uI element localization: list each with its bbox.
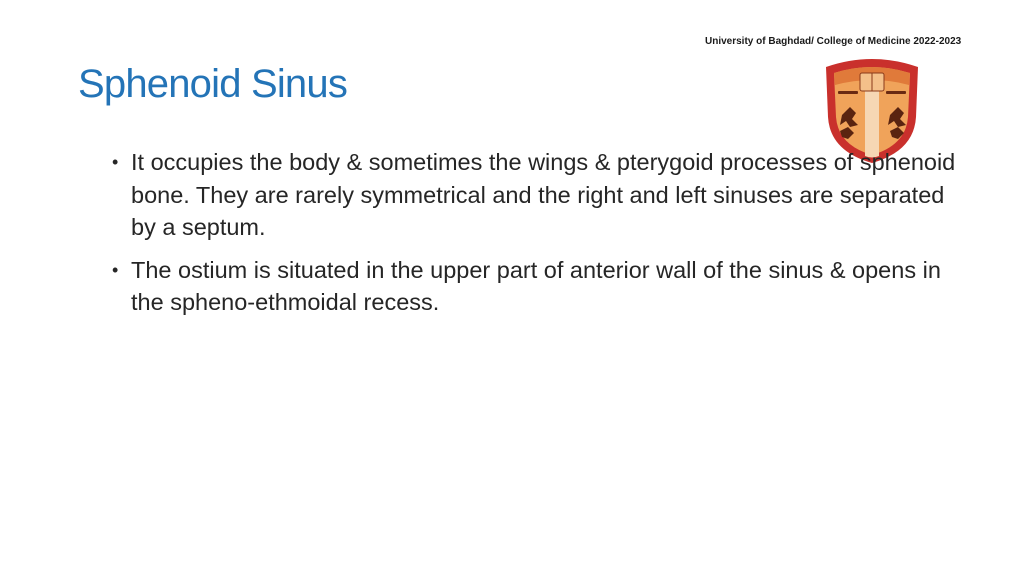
bullet-text: It occupies the body & sometimes the wings & pterygoid processes of sphenoid bone. They are rarely symmetrical and the right and left sinuses are separated by a septum. — [131, 149, 956, 240]
bullet-icon: • — [112, 152, 119, 172]
slide-title: Sphenoid Sinus — [78, 62, 348, 106]
bullet-list — [110, 146, 970, 329]
list-item — [110, 146, 970, 244]
bullet-text: The ostium is situated in the upper part of anterior wall of the sinus & opens in the spheno-ethmoidal recess. — [131, 256, 941, 315]
institution-header: University of Baghdad/ College of Medicine 2022-2023 — [705, 36, 962, 47]
bullet-icon: • — [112, 259, 119, 280]
list-item — [110, 254, 970, 319]
